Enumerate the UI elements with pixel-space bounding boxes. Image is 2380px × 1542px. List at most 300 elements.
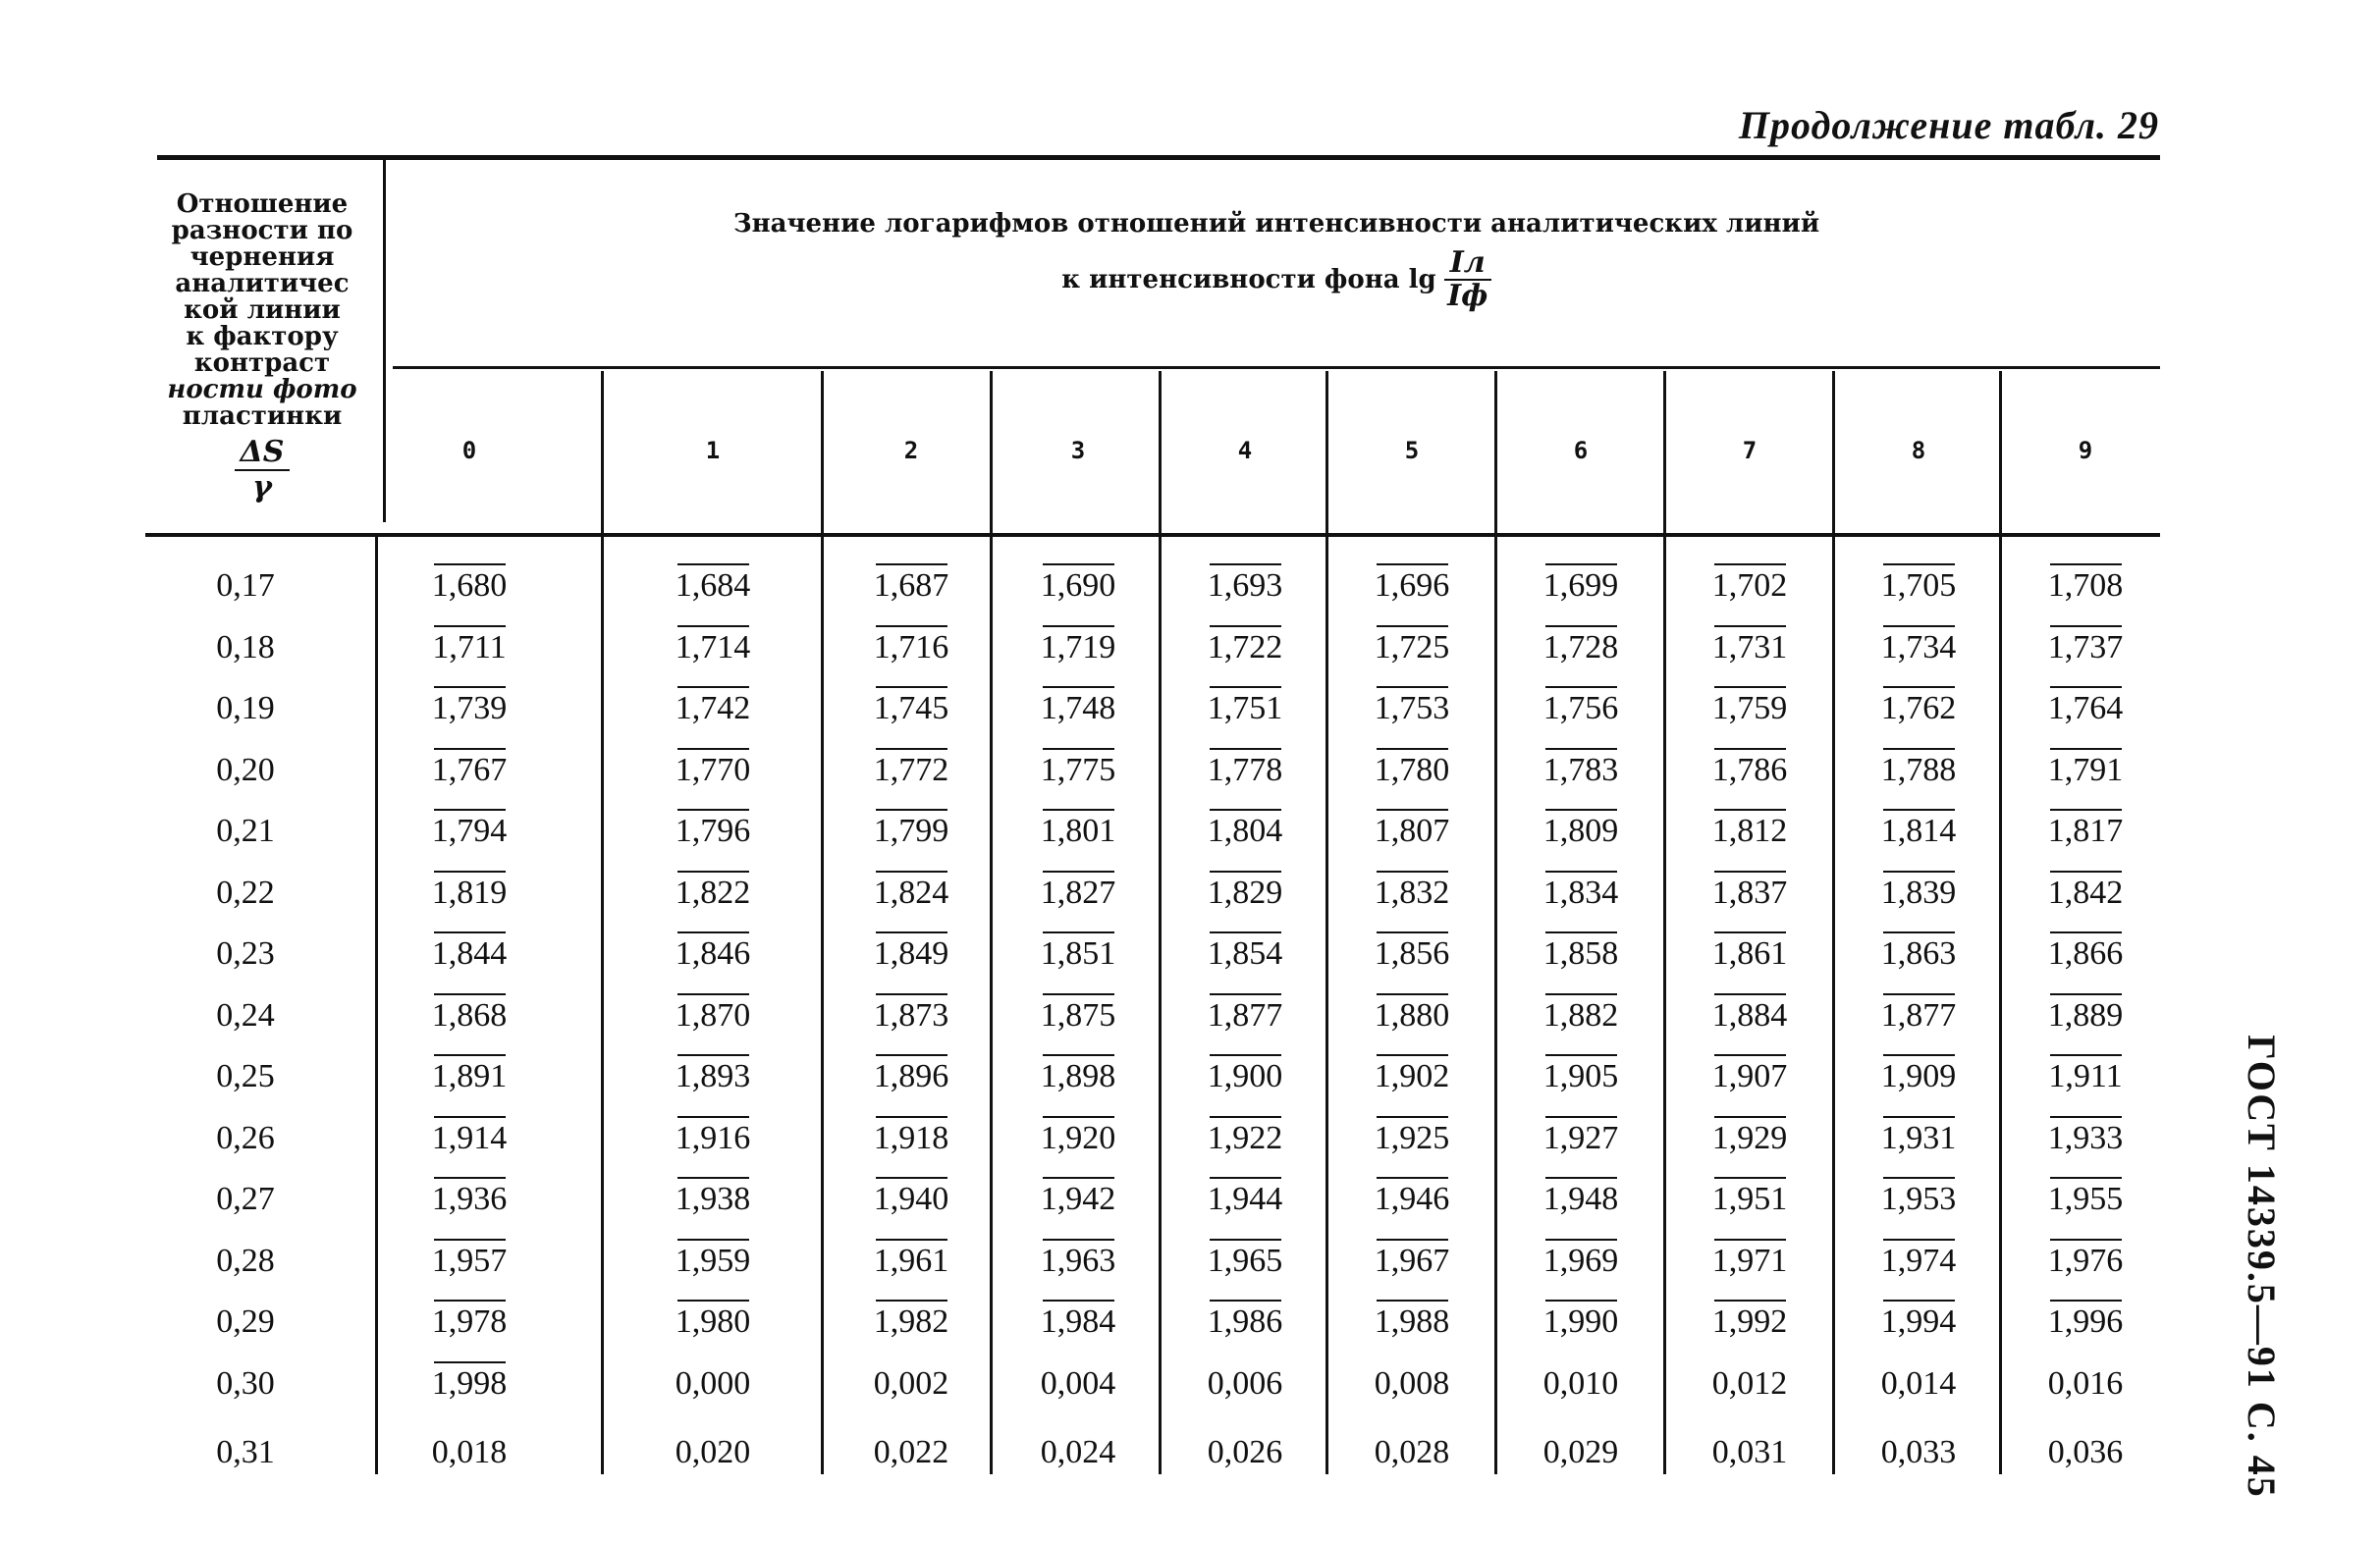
cell-value: 1,942 bbox=[1040, 1181, 1116, 1217]
cell-value: 1,905 bbox=[1542, 1058, 1619, 1094]
table-cell bbox=[396, 935, 543, 973]
cell-value: 1,938 bbox=[675, 1181, 751, 1217]
table-cell bbox=[838, 1058, 985, 1095]
table-cell bbox=[396, 813, 543, 850]
cell-value: 1,889 bbox=[2047, 996, 2124, 1034]
table-cell bbox=[1338, 1365, 1486, 1403]
cell-value: 1,772 bbox=[873, 751, 949, 788]
row-header-line: кой линии bbox=[184, 295, 341, 325]
cell-value: 1,944 bbox=[1207, 1181, 1283, 1217]
cell-value: 1,854 bbox=[1207, 935, 1283, 972]
table-cell bbox=[1507, 1181, 1654, 1218]
cell-value: 1,734 bbox=[1880, 628, 1957, 665]
table-cell bbox=[1004, 1434, 1152, 1471]
table-cell bbox=[1845, 629, 1992, 666]
table-cell bbox=[2012, 629, 2159, 666]
table-cell bbox=[639, 629, 786, 666]
cell-value: 1,978 bbox=[431, 1303, 508, 1340]
cell-value: 1,922 bbox=[1207, 1119, 1283, 1156]
table-cell bbox=[1171, 1058, 1319, 1095]
cell-value: 1,742 bbox=[675, 690, 751, 726]
cell-value: 1,907 bbox=[1711, 1058, 1788, 1094]
table-cell bbox=[396, 1365, 543, 1403]
cell-value: 1,696 bbox=[1374, 567, 1450, 604]
table-cell bbox=[838, 567, 985, 605]
table-cell bbox=[838, 629, 985, 666]
table-cell bbox=[2012, 997, 2159, 1035]
cell-value: 1,953 bbox=[1880, 1181, 1957, 1217]
cell-value: 1,927 bbox=[1542, 1119, 1619, 1156]
cell-value: 0,024 bbox=[1040, 1434, 1116, 1470]
cell-value: 1,918 bbox=[873, 1119, 949, 1156]
table-cell bbox=[1004, 1058, 1152, 1095]
table-cell bbox=[1676, 629, 1823, 666]
table-cell bbox=[1338, 1058, 1486, 1095]
cell-value: 1,980 bbox=[675, 1303, 751, 1340]
column-divider bbox=[1159, 371, 1162, 1474]
cell-value: 1,877 bbox=[1207, 996, 1283, 1034]
cell-value: 1,893 bbox=[675, 1058, 751, 1094]
cell-value: 1,849 bbox=[873, 935, 949, 972]
cell-value: 1,722 bbox=[1207, 628, 1283, 665]
cell-value: 1,728 bbox=[1542, 628, 1619, 665]
table-cell bbox=[639, 690, 786, 727]
values-header-line1: Значение логарифмов отношений интенсивности аналитических линий bbox=[732, 209, 1820, 239]
cell-value: 1,900 bbox=[1207, 1058, 1283, 1094]
cell-value: 0,000 bbox=[675, 1364, 751, 1402]
row-label: 0,30 bbox=[216, 1364, 275, 1402]
table-cell bbox=[396, 1058, 543, 1095]
table-cell bbox=[1845, 997, 1992, 1035]
delta-s-over-gamma-fraction bbox=[235, 436, 291, 505]
table-cell bbox=[1004, 690, 1152, 727]
table-cell bbox=[2012, 690, 2159, 727]
cell-value: 1,870 bbox=[675, 996, 751, 1034]
table-cell bbox=[1004, 997, 1152, 1035]
cell-value: 1,796 bbox=[675, 813, 751, 849]
cell-value: 0,004 bbox=[1040, 1364, 1116, 1402]
table-cell bbox=[1004, 813, 1152, 850]
table-cell bbox=[1676, 1303, 1823, 1341]
table-cell bbox=[1507, 1120, 1654, 1157]
row-label: 0,21 bbox=[216, 813, 275, 849]
cell-value: 1,708 bbox=[2047, 567, 2124, 604]
table-cell bbox=[639, 935, 786, 973]
table-cell bbox=[2012, 1365, 2159, 1403]
table-cell bbox=[1676, 567, 1823, 605]
cell-value: 1,861 bbox=[1711, 935, 1788, 972]
cell-value: 1,716 bbox=[873, 628, 949, 665]
table-cell bbox=[1507, 875, 1654, 912]
table-cell bbox=[396, 690, 543, 727]
cell-value: 0,031 bbox=[1711, 1434, 1788, 1470]
table-cell bbox=[1507, 1365, 1654, 1403]
cell-value: 1,965 bbox=[1207, 1242, 1283, 1279]
table-cell bbox=[639, 997, 786, 1035]
cell-value: 1,955 bbox=[2047, 1181, 2124, 1217]
table-cell bbox=[1171, 1181, 1319, 1218]
gost-page-number: ГОСТ 14339.5—91 С. 45 bbox=[2239, 1034, 2284, 1499]
table-cell bbox=[1338, 690, 1486, 727]
cell-value: 0,022 bbox=[873, 1434, 949, 1470]
row-label: 0,22 bbox=[216, 874, 275, 911]
cell-value: 1,933 bbox=[2047, 1119, 2124, 1156]
cell-value: 1,786 bbox=[1711, 751, 1788, 788]
cell-value: 1,762 bbox=[1880, 690, 1957, 726]
cell-value: 1,842 bbox=[2047, 874, 2124, 911]
table-cell bbox=[1507, 1434, 1654, 1471]
table-cell bbox=[1845, 1181, 1992, 1218]
column-divider bbox=[1663, 371, 1666, 1474]
cell-value: 0,020 bbox=[675, 1434, 751, 1470]
table-cell bbox=[1845, 875, 1992, 912]
row-header-line: контраст bbox=[193, 348, 331, 378]
header-bottom-rule bbox=[145, 533, 2160, 537]
table-cell bbox=[1338, 1303, 1486, 1341]
table-cell bbox=[396, 1181, 543, 1218]
table-cell bbox=[396, 1303, 543, 1341]
column-divider bbox=[1325, 371, 1328, 1474]
table-cell bbox=[1004, 1181, 1152, 1218]
cell-value: 1,725 bbox=[1374, 628, 1450, 665]
table-cell bbox=[1004, 1303, 1152, 1341]
table-cell bbox=[1845, 1365, 1992, 1403]
page-footer-vertical bbox=[2227, 1034, 2296, 1499]
table-cell bbox=[639, 1303, 786, 1341]
table-cell bbox=[1676, 1365, 1823, 1403]
table-cell bbox=[838, 997, 985, 1035]
table-cell bbox=[838, 1181, 985, 1218]
table-cell bbox=[2012, 1181, 2159, 1218]
cell-value: 1,819 bbox=[431, 874, 508, 911]
cell-value: 1,967 bbox=[1374, 1242, 1450, 1279]
row-header-line: к фактору bbox=[186, 322, 339, 351]
table-cell bbox=[1845, 1058, 1992, 1095]
table-cell bbox=[838, 935, 985, 973]
cell-value: 1,925 bbox=[1374, 1119, 1450, 1156]
column-header: 1 bbox=[705, 437, 721, 464]
cell-value: 1,684 bbox=[675, 567, 751, 604]
column-divider bbox=[1494, 371, 1497, 1474]
cell-value: 1,775 bbox=[1040, 751, 1116, 788]
table-cell bbox=[838, 1303, 985, 1341]
table-cell bbox=[1004, 567, 1152, 605]
cell-value: 1,751 bbox=[1207, 690, 1283, 726]
table-cell bbox=[1507, 629, 1654, 666]
table-cell bbox=[2012, 752, 2159, 789]
cell-value: 1,756 bbox=[1542, 690, 1619, 726]
cell-value: 1,791 bbox=[2047, 751, 2124, 788]
table-cell bbox=[1676, 752, 1823, 789]
table-cell bbox=[1676, 935, 1823, 973]
table-cell bbox=[639, 1434, 786, 1471]
table-cell bbox=[396, 567, 543, 605]
column-header: 9 bbox=[2078, 437, 2093, 464]
cell-value: 1,961 bbox=[873, 1242, 949, 1279]
cell-value: 1,990 bbox=[1542, 1303, 1619, 1340]
table-cell bbox=[2012, 567, 2159, 605]
table-cell bbox=[396, 875, 543, 912]
row-label: 0,31 bbox=[216, 1434, 275, 1470]
row-label: 0,17 bbox=[216, 567, 275, 604]
row-header-line: чернения bbox=[189, 242, 335, 272]
cell-value: 1,767 bbox=[431, 751, 508, 788]
cell-value: 1,984 bbox=[1040, 1303, 1116, 1340]
cell-value: 1,916 bbox=[675, 1119, 751, 1156]
column-header: 5 bbox=[1404, 437, 1420, 464]
table-cell bbox=[1171, 935, 1319, 973]
cell-value: 1,957 bbox=[431, 1242, 508, 1279]
table-cell bbox=[838, 690, 985, 727]
values-header-line2-text: к интенсивности фона lg bbox=[1061, 265, 1436, 294]
table-cell bbox=[1338, 752, 1486, 789]
cell-value: 1,778 bbox=[1207, 751, 1283, 788]
row-label: 0,18 bbox=[216, 628, 275, 665]
table-cell bbox=[838, 875, 985, 912]
cell-value: 1,783 bbox=[1542, 751, 1619, 788]
cell-value: 1,770 bbox=[675, 751, 751, 788]
row-header-line: Отношение bbox=[176, 189, 349, 219]
column-divider bbox=[383, 159, 386, 522]
row-header-line: ности фото bbox=[167, 375, 357, 404]
cell-value: 1,690 bbox=[1040, 567, 1116, 604]
cell-value: 1,898 bbox=[1040, 1058, 1116, 1094]
table-cell bbox=[838, 1365, 985, 1403]
cell-value: 1,687 bbox=[873, 567, 949, 604]
table-cell bbox=[1171, 752, 1319, 789]
table-cell bbox=[1338, 813, 1486, 850]
table-cell bbox=[1845, 752, 1992, 789]
cell-value: 1,817 bbox=[2047, 813, 2124, 849]
cell-value: 1,858 bbox=[1542, 935, 1619, 972]
table-cell bbox=[1676, 1181, 1823, 1218]
cell-value: 1,856 bbox=[1374, 935, 1450, 972]
column-header: 7 bbox=[1742, 437, 1758, 464]
cell-value: 0,036 bbox=[2047, 1434, 2124, 1470]
table-cell bbox=[1676, 1120, 1823, 1157]
table-cell bbox=[1171, 1303, 1319, 1341]
cell-value: 1,946 bbox=[1374, 1181, 1450, 1217]
table-cell bbox=[396, 752, 543, 789]
fraction-denominator: γ bbox=[252, 470, 272, 505]
table-cell bbox=[1507, 1058, 1654, 1095]
cell-value: 1,896 bbox=[873, 1058, 949, 1094]
cell-value: 1,753 bbox=[1374, 690, 1450, 726]
table-cell bbox=[1171, 813, 1319, 850]
cell-value: 1,799 bbox=[873, 813, 949, 849]
table-cell bbox=[396, 1243, 543, 1280]
cell-value: 1,822 bbox=[675, 874, 751, 911]
cell-value: 1,780 bbox=[1374, 751, 1450, 788]
cell-value: 1,974 bbox=[1880, 1242, 1957, 1279]
cell-value: 1,759 bbox=[1711, 690, 1788, 726]
table-cell bbox=[1171, 1434, 1319, 1471]
cell-value: 0,016 bbox=[2047, 1364, 2124, 1402]
table-cell bbox=[639, 567, 786, 605]
row-label: 0,23 bbox=[216, 935, 275, 972]
table-cell bbox=[639, 875, 786, 912]
cell-value: 1,863 bbox=[1880, 935, 1957, 972]
cell-value: 1,748 bbox=[1040, 690, 1116, 726]
table-top-rule bbox=[157, 155, 2160, 160]
cell-value: 1,801 bbox=[1040, 813, 1116, 849]
cell-value: 0,028 bbox=[1374, 1434, 1450, 1470]
table-cell bbox=[1676, 875, 1823, 912]
table-cell bbox=[1845, 567, 1992, 605]
cell-value: 1,699 bbox=[1542, 567, 1619, 604]
table-cell bbox=[1845, 1243, 1992, 1280]
cell-value: 1,866 bbox=[2047, 935, 2124, 972]
table-cell bbox=[1338, 1243, 1486, 1280]
cell-value: 1,719 bbox=[1040, 628, 1116, 665]
row-label: 0,27 bbox=[216, 1181, 275, 1217]
table-cell bbox=[838, 1434, 985, 1471]
cell-value: 1,998 bbox=[431, 1364, 508, 1402]
table-cell bbox=[1004, 752, 1152, 789]
table-cell bbox=[2012, 935, 2159, 973]
table-cell bbox=[1507, 935, 1654, 973]
intensity-ratio-fraction bbox=[1444, 247, 1491, 312]
row-label: 0,26 bbox=[216, 1119, 275, 1156]
cell-value: 1,846 bbox=[675, 935, 751, 972]
cell-value: 1,868 bbox=[431, 996, 508, 1034]
fraction-numerator: Iл bbox=[1444, 247, 1491, 281]
cell-value: 1,948 bbox=[1542, 1181, 1619, 1217]
table-continuation-caption: Продолжение табл. 29 bbox=[1738, 103, 2159, 147]
cell-value: 0,008 bbox=[1374, 1364, 1450, 1402]
cell-value: 1,909 bbox=[1880, 1058, 1957, 1094]
table-cell bbox=[1004, 935, 1152, 973]
cell-value: 1,940 bbox=[873, 1181, 949, 1217]
table-cell bbox=[639, 813, 786, 850]
table-cell bbox=[1171, 567, 1319, 605]
values-header-line2 bbox=[1061, 247, 1490, 312]
table-cell bbox=[1171, 629, 1319, 666]
table-cell bbox=[1004, 1365, 1152, 1403]
cell-value: 1,959 bbox=[675, 1242, 751, 1279]
table-cell bbox=[1171, 997, 1319, 1035]
cell-value: 1,809 bbox=[1542, 813, 1619, 849]
table-cell bbox=[396, 1434, 543, 1471]
table-cell bbox=[838, 1120, 985, 1157]
table-cell bbox=[1338, 875, 1486, 912]
table-cell bbox=[2012, 1120, 2159, 1157]
cell-value: 1,824 bbox=[873, 874, 949, 911]
cell-value: 1,880 bbox=[1374, 996, 1450, 1034]
row-header-line: аналитичес bbox=[175, 269, 350, 298]
cell-value: 1,873 bbox=[873, 996, 949, 1034]
cell-value: 1,931 bbox=[1880, 1119, 1957, 1156]
table-cell bbox=[1171, 875, 1319, 912]
table-cell bbox=[1676, 690, 1823, 727]
column-divider bbox=[601, 371, 604, 1474]
table-cell bbox=[1004, 875, 1152, 912]
table-cell bbox=[838, 813, 985, 850]
cell-value: 1,814 bbox=[1880, 813, 1957, 849]
column-header: 0 bbox=[461, 437, 477, 464]
table-cell bbox=[1171, 690, 1319, 727]
table-cell bbox=[1676, 1243, 1823, 1280]
table-cell bbox=[639, 1120, 786, 1157]
column-header: 4 bbox=[1237, 437, 1253, 464]
cell-value: 1,812 bbox=[1711, 813, 1788, 849]
table-cell bbox=[2012, 813, 2159, 850]
cell-value: 1,794 bbox=[431, 813, 508, 849]
cell-value: 1,731 bbox=[1711, 628, 1788, 665]
table-cell bbox=[1676, 1434, 1823, 1471]
cell-value: 1,804 bbox=[1207, 813, 1283, 849]
table-cell bbox=[1507, 752, 1654, 789]
table-cell bbox=[1338, 1120, 1486, 1157]
table-cell bbox=[639, 1181, 786, 1218]
table-cell bbox=[1338, 567, 1486, 605]
table-cell bbox=[1004, 1120, 1152, 1157]
cell-value: 1,920 bbox=[1040, 1119, 1116, 1156]
cell-value: 1,982 bbox=[873, 1303, 949, 1340]
cell-value: 1,764 bbox=[2047, 690, 2124, 726]
column-header: 6 bbox=[1573, 437, 1589, 464]
table-cell bbox=[1171, 1120, 1319, 1157]
table-cell bbox=[1171, 1243, 1319, 1280]
table-cell bbox=[2012, 1434, 2159, 1471]
cell-value: 1,971 bbox=[1711, 1242, 1788, 1279]
table-cell bbox=[1845, 1434, 1992, 1471]
table-cell bbox=[1338, 1434, 1486, 1471]
table-cell bbox=[2012, 1303, 2159, 1341]
row-header-line: разности по bbox=[171, 216, 353, 245]
table-cell bbox=[396, 1120, 543, 1157]
cell-value: 1,837 bbox=[1711, 874, 1788, 911]
cell-value: 1,693 bbox=[1207, 567, 1283, 604]
cell-value: 1,936 bbox=[431, 1181, 508, 1217]
table-cell bbox=[2012, 875, 2159, 912]
column-header: 3 bbox=[1070, 437, 1086, 464]
row-label: 0,19 bbox=[216, 690, 275, 726]
table-cell bbox=[1676, 997, 1823, 1035]
table-cell bbox=[1845, 690, 1992, 727]
cell-value: 1,705 bbox=[1880, 567, 1957, 604]
cell-value: 1,714 bbox=[675, 628, 751, 665]
cell-value: 0,010 bbox=[1542, 1364, 1619, 1402]
row-label: 0,28 bbox=[216, 1242, 275, 1279]
table-cell bbox=[396, 629, 543, 666]
row-label: 0,25 bbox=[216, 1058, 275, 1094]
cell-value: 1,884 bbox=[1711, 996, 1788, 1034]
cell-value: 1,969 bbox=[1542, 1242, 1619, 1279]
header-divider-rule bbox=[393, 366, 2160, 369]
cell-value: 0,018 bbox=[431, 1434, 508, 1470]
table-cell bbox=[1845, 813, 1992, 850]
cell-value: 0,029 bbox=[1542, 1434, 1619, 1470]
cell-value: 1,976 bbox=[2047, 1242, 2124, 1279]
cell-value: 0,014 bbox=[1880, 1364, 1957, 1402]
cell-value: 1,832 bbox=[1374, 874, 1450, 911]
cell-value: 0,026 bbox=[1207, 1434, 1283, 1470]
cell-value: 1,986 bbox=[1207, 1303, 1283, 1340]
table-cell bbox=[2012, 1243, 2159, 1280]
cell-value: 0,002 bbox=[873, 1364, 949, 1402]
table-cell bbox=[1338, 997, 1486, 1035]
row-header-caption bbox=[145, 191, 379, 505]
table-cell bbox=[1507, 1243, 1654, 1280]
table-cell bbox=[639, 1058, 786, 1095]
cell-value: 1,711 bbox=[432, 628, 507, 665]
cell-value: 1,891 bbox=[431, 1058, 508, 1094]
cell-value: 1,839 bbox=[1880, 874, 1957, 911]
cell-value: 1,702 bbox=[1711, 567, 1788, 604]
table-cell bbox=[1676, 1058, 1823, 1095]
row-label: 0,20 bbox=[216, 751, 275, 788]
